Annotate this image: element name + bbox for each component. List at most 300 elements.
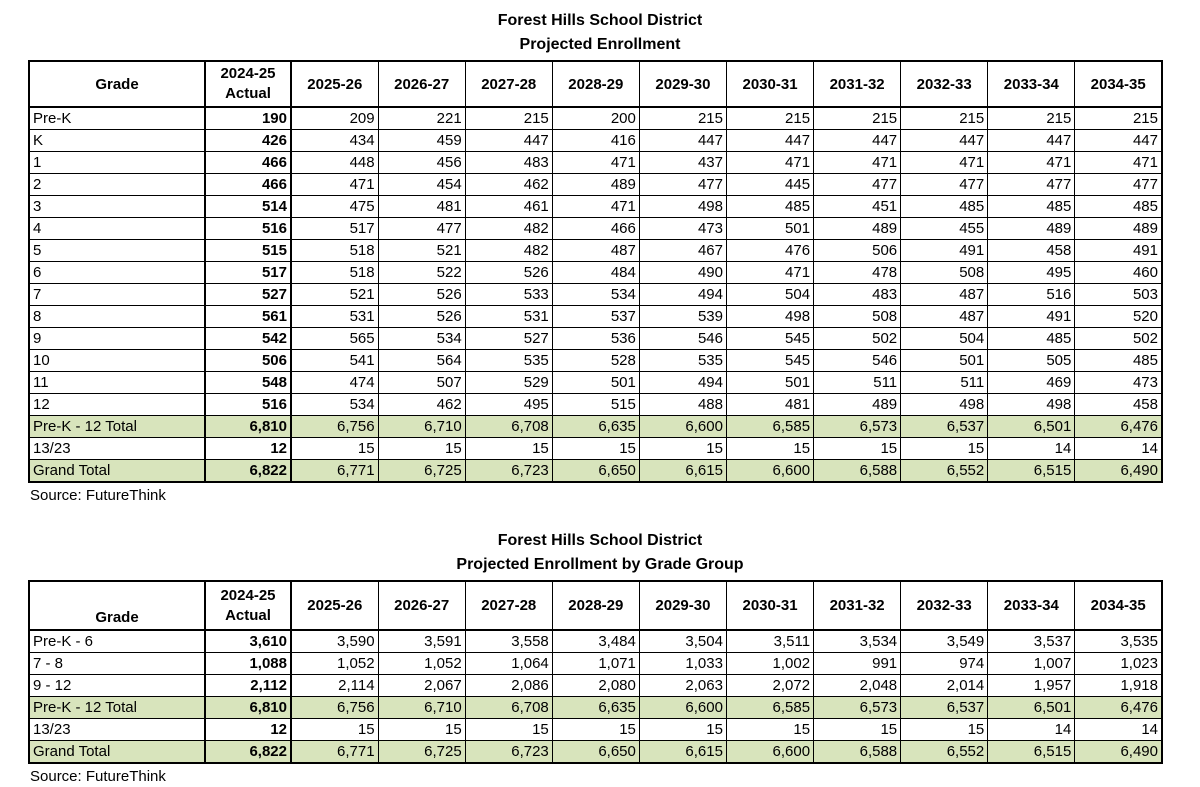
table-row bbox=[29, 107, 1162, 130]
value-cell: 475 bbox=[291, 196, 378, 218]
value-cell: 462 bbox=[378, 394, 465, 416]
value-cell: 483 bbox=[465, 152, 552, 174]
value-cell: 3,537 bbox=[988, 630, 1075, 653]
value-cell: 546 bbox=[639, 328, 726, 350]
value-cell: 2,072 bbox=[726, 675, 813, 697]
value-cell: 471 bbox=[552, 152, 639, 174]
value-cell: 2,014 bbox=[901, 675, 988, 697]
value-cell: 447 bbox=[726, 130, 813, 152]
value-cell: 215 bbox=[901, 107, 988, 130]
value-cell: 451 bbox=[814, 196, 901, 218]
row-label: 7 - 8 bbox=[29, 653, 205, 675]
value-cell: 537 bbox=[552, 306, 639, 328]
year-column-header: 2032-33 bbox=[901, 61, 988, 107]
value-cell: 494 bbox=[639, 372, 726, 394]
value-cell: 526 bbox=[465, 262, 552, 284]
row-label: 13/23 bbox=[29, 438, 205, 460]
value-cell: 477 bbox=[988, 174, 1075, 196]
value-cell: 546 bbox=[814, 350, 901, 372]
value-cell: 14 bbox=[988, 719, 1075, 741]
year-column-header: 2033-34 bbox=[988, 581, 1075, 630]
value-cell: 6,600 bbox=[639, 416, 726, 438]
value-cell: 483 bbox=[814, 284, 901, 306]
value-cell: 471 bbox=[988, 152, 1075, 174]
value-cell: 522 bbox=[378, 262, 465, 284]
value-cell: 498 bbox=[726, 306, 813, 328]
year-column-header: 2030-31 bbox=[726, 61, 813, 107]
value-cell: 15 bbox=[814, 719, 901, 741]
value-cell: 466 bbox=[205, 174, 291, 196]
row-label: 11 bbox=[29, 372, 205, 394]
value-cell: 215 bbox=[1075, 107, 1162, 130]
value-cell: 6,585 bbox=[726, 697, 813, 719]
row-label: 3 bbox=[29, 196, 205, 218]
value-cell: 504 bbox=[726, 284, 813, 306]
value-cell: 477 bbox=[814, 174, 901, 196]
value-cell: 536 bbox=[552, 328, 639, 350]
value-cell: 471 bbox=[726, 262, 813, 284]
value-cell: 3,590 bbox=[291, 630, 378, 653]
value-cell: 1,957 bbox=[988, 675, 1075, 697]
value-cell: 466 bbox=[552, 218, 639, 240]
value-cell: 531 bbox=[291, 306, 378, 328]
value-cell: 482 bbox=[465, 218, 552, 240]
value-cell: 502 bbox=[814, 328, 901, 350]
value-cell: 487 bbox=[901, 306, 988, 328]
value-cell: 1,071 bbox=[552, 653, 639, 675]
value-cell: 515 bbox=[552, 394, 639, 416]
value-cell: 1,064 bbox=[465, 653, 552, 675]
value-cell: 6,600 bbox=[726, 741, 813, 764]
value-cell: 535 bbox=[639, 350, 726, 372]
value-cell: 209 bbox=[291, 107, 378, 130]
value-cell: 508 bbox=[901, 262, 988, 284]
value-cell: 3,504 bbox=[639, 630, 726, 653]
year-column-header: 2026-27 bbox=[378, 581, 465, 630]
row-label: 4 bbox=[29, 218, 205, 240]
value-cell: 506 bbox=[814, 240, 901, 262]
value-cell: 498 bbox=[988, 394, 1075, 416]
value-cell: 456 bbox=[378, 152, 465, 174]
row-label: Pre-K bbox=[29, 107, 205, 130]
value-cell: 531 bbox=[465, 306, 552, 328]
value-cell: 6,822 bbox=[205, 741, 291, 764]
value-cell: 15 bbox=[901, 438, 988, 460]
value-cell: 506 bbox=[205, 350, 291, 372]
value-cell: 504 bbox=[901, 328, 988, 350]
table-row bbox=[29, 438, 1162, 460]
value-cell: 2,048 bbox=[814, 675, 901, 697]
value-cell: 511 bbox=[814, 372, 901, 394]
value-cell: 471 bbox=[552, 196, 639, 218]
value-cell: 485 bbox=[988, 196, 1075, 218]
value-cell: 485 bbox=[726, 196, 813, 218]
value-cell: 1,007 bbox=[988, 653, 1075, 675]
value-cell: 501 bbox=[726, 218, 813, 240]
value-cell: 527 bbox=[465, 328, 552, 350]
value-cell: 564 bbox=[378, 350, 465, 372]
value-cell: 514 bbox=[205, 196, 291, 218]
year-column-header: 2025-26 bbox=[291, 61, 378, 107]
value-cell: 501 bbox=[552, 372, 639, 394]
value-cell: 484 bbox=[552, 262, 639, 284]
value-cell: 6,725 bbox=[378, 741, 465, 764]
value-cell: 6,501 bbox=[988, 416, 1075, 438]
row-label: Pre-K - 12 Total bbox=[29, 697, 205, 719]
value-cell: 459 bbox=[378, 130, 465, 152]
row-label: 10 bbox=[29, 350, 205, 372]
value-cell: 491 bbox=[988, 306, 1075, 328]
value-cell: 15 bbox=[639, 719, 726, 741]
value-cell: 15 bbox=[726, 719, 813, 741]
table1-source-note: Source: FutureThink bbox=[30, 487, 166, 504]
value-cell: 6,573 bbox=[814, 697, 901, 719]
projected-enrollment-section bbox=[0, 9, 1200, 506]
value-cell: 447 bbox=[639, 130, 726, 152]
value-cell: 14 bbox=[988, 438, 1075, 460]
table-row bbox=[29, 174, 1162, 196]
value-cell: 1,023 bbox=[1075, 653, 1162, 675]
value-cell: 434 bbox=[291, 130, 378, 152]
value-cell: 503 bbox=[1075, 284, 1162, 306]
value-cell: 6,822 bbox=[205, 460, 291, 483]
value-cell: 460 bbox=[1075, 262, 1162, 284]
value-cell: 1,918 bbox=[1075, 675, 1162, 697]
value-cell: 6,810 bbox=[205, 697, 291, 719]
value-cell: 458 bbox=[1075, 394, 1162, 416]
table-row bbox=[29, 675, 1162, 697]
year-column-header: 2033-34 bbox=[988, 61, 1075, 107]
table-row bbox=[29, 306, 1162, 328]
total-row bbox=[29, 416, 1162, 438]
value-cell: 489 bbox=[988, 218, 1075, 240]
value-cell: 534 bbox=[552, 284, 639, 306]
table-row bbox=[29, 152, 1162, 174]
value-cell: 6,490 bbox=[1075, 460, 1162, 483]
table2-source-note: Source: FutureThink bbox=[30, 768, 166, 785]
value-cell: 15 bbox=[378, 438, 465, 460]
value-cell: 6,537 bbox=[901, 697, 988, 719]
value-cell: 502 bbox=[1075, 328, 1162, 350]
value-cell: 491 bbox=[1075, 240, 1162, 262]
value-cell: 3,610 bbox=[205, 630, 291, 653]
value-cell: 974 bbox=[901, 653, 988, 675]
table-row bbox=[29, 372, 1162, 394]
header-row bbox=[29, 581, 1162, 630]
value-cell: 3,534 bbox=[814, 630, 901, 653]
row-label: Pre-K - 6 bbox=[29, 630, 205, 653]
value-cell: 215 bbox=[726, 107, 813, 130]
actual-header-line: Actual bbox=[225, 606, 271, 624]
value-cell: 190 bbox=[205, 107, 291, 130]
value-cell: 488 bbox=[639, 394, 726, 416]
table-row bbox=[29, 653, 1162, 675]
value-cell: 6,501 bbox=[988, 697, 1075, 719]
value-cell: 6,771 bbox=[291, 741, 378, 764]
value-cell: 445 bbox=[726, 174, 813, 196]
row-label: Grand Total bbox=[29, 741, 205, 764]
value-cell: 447 bbox=[988, 130, 1075, 152]
value-cell: 2,067 bbox=[378, 675, 465, 697]
value-cell: 455 bbox=[901, 218, 988, 240]
value-cell: 454 bbox=[378, 174, 465, 196]
value-cell: 6,710 bbox=[378, 697, 465, 719]
value-cell: 3,549 bbox=[901, 630, 988, 653]
year-column-header: 2031-32 bbox=[814, 581, 901, 630]
header-row bbox=[29, 61, 1162, 107]
year-column-header: 2034-35 bbox=[1075, 61, 1162, 107]
actual-header-line: 2024-25 bbox=[220, 586, 276, 604]
value-cell: 471 bbox=[1075, 152, 1162, 174]
table2-title-subtitle: Projected Enrollment by Grade Group bbox=[456, 556, 744, 573]
value-cell: 6,615 bbox=[639, 741, 726, 764]
table-row bbox=[29, 630, 1162, 653]
value-cell: 520 bbox=[1075, 306, 1162, 328]
value-cell: 526 bbox=[378, 284, 465, 306]
table-row bbox=[29, 328, 1162, 350]
value-cell: 516 bbox=[205, 218, 291, 240]
row-label: Grand Total bbox=[29, 460, 205, 483]
value-cell: 15 bbox=[726, 438, 813, 460]
value-cell: 6,725 bbox=[378, 460, 465, 483]
value-cell: 2,112 bbox=[205, 675, 291, 697]
value-cell: 542 bbox=[205, 328, 291, 350]
value-cell: 501 bbox=[726, 372, 813, 394]
value-cell: 6,476 bbox=[1075, 416, 1162, 438]
value-cell: 6,490 bbox=[1075, 741, 1162, 764]
value-cell: 14 bbox=[1075, 719, 1162, 741]
value-cell: 6,588 bbox=[814, 741, 901, 764]
value-cell: 221 bbox=[378, 107, 465, 130]
row-label: K bbox=[29, 130, 205, 152]
value-cell: 1,002 bbox=[726, 653, 813, 675]
grade-column-header: Grade bbox=[29, 61, 205, 107]
value-cell: 489 bbox=[814, 218, 901, 240]
value-cell: 6,710 bbox=[378, 416, 465, 438]
value-cell: 476 bbox=[726, 240, 813, 262]
value-cell: 6,615 bbox=[639, 460, 726, 483]
value-cell: 469 bbox=[988, 372, 1075, 394]
actual-header-line: 2024-25 bbox=[220, 65, 276, 82]
value-cell: 1,088 bbox=[205, 653, 291, 675]
table-row bbox=[29, 394, 1162, 416]
value-cell: 487 bbox=[552, 240, 639, 262]
year-column-header: 2026-27 bbox=[378, 61, 465, 107]
value-cell: 521 bbox=[378, 240, 465, 262]
value-cell: 545 bbox=[726, 328, 813, 350]
value-cell: 473 bbox=[639, 218, 726, 240]
value-cell: 6,573 bbox=[814, 416, 901, 438]
value-cell: 458 bbox=[988, 240, 1075, 262]
value-cell: 447 bbox=[1075, 130, 1162, 152]
value-cell: 6,476 bbox=[1075, 697, 1162, 719]
value-cell: 6,708 bbox=[465, 416, 552, 438]
value-cell: 3,535 bbox=[1075, 630, 1162, 653]
grade-group-section bbox=[0, 529, 1200, 787]
row-label: 8 bbox=[29, 306, 205, 328]
row-label: 12 bbox=[29, 394, 205, 416]
value-cell: 6,650 bbox=[552, 460, 639, 483]
row-label: 13/23 bbox=[29, 719, 205, 741]
value-cell: 462 bbox=[465, 174, 552, 196]
year-column-header: 2025-26 bbox=[291, 581, 378, 630]
value-cell: 6,723 bbox=[465, 460, 552, 483]
value-cell: 3,591 bbox=[378, 630, 465, 653]
value-cell: 517 bbox=[205, 262, 291, 284]
actual-header-line: Actual bbox=[225, 85, 271, 102]
value-cell: 15 bbox=[378, 719, 465, 741]
value-cell: 6,552 bbox=[901, 741, 988, 764]
value-cell: 534 bbox=[378, 328, 465, 350]
total-row bbox=[29, 697, 1162, 719]
value-cell: 1,052 bbox=[291, 653, 378, 675]
value-cell: 15 bbox=[814, 438, 901, 460]
total-row bbox=[29, 741, 1162, 764]
value-cell: 565 bbox=[291, 328, 378, 350]
value-cell: 447 bbox=[814, 130, 901, 152]
value-cell: 14 bbox=[1075, 438, 1162, 460]
value-cell: 487 bbox=[901, 284, 988, 306]
year-column-header: 2027-28 bbox=[465, 581, 552, 630]
value-cell: 478 bbox=[814, 262, 901, 284]
value-cell: 477 bbox=[1075, 174, 1162, 196]
value-cell: 6,650 bbox=[552, 741, 639, 764]
value-cell: 535 bbox=[465, 350, 552, 372]
value-cell: 498 bbox=[639, 196, 726, 218]
value-cell: 526 bbox=[378, 306, 465, 328]
table-row bbox=[29, 719, 1162, 741]
value-cell: 6,515 bbox=[988, 741, 1075, 764]
value-cell: 6,771 bbox=[291, 460, 378, 483]
value-cell: 481 bbox=[726, 394, 813, 416]
value-cell: 6,810 bbox=[205, 416, 291, 438]
value-cell: 489 bbox=[1075, 218, 1162, 240]
year-column-header: 2028-29 bbox=[552, 61, 639, 107]
value-cell: 477 bbox=[639, 174, 726, 196]
value-cell: 416 bbox=[552, 130, 639, 152]
value-cell: 485 bbox=[988, 328, 1075, 350]
year-column-header: 2034-35 bbox=[1075, 581, 1162, 630]
value-cell: 6,756 bbox=[291, 416, 378, 438]
value-cell: 481 bbox=[378, 196, 465, 218]
year-column-header: 2030-31 bbox=[726, 581, 813, 630]
row-label: Pre-K - 12 Total bbox=[29, 416, 205, 438]
projected-enrollment-table bbox=[28, 60, 1163, 483]
value-cell: 447 bbox=[901, 130, 988, 152]
value-cell: 12 bbox=[205, 719, 291, 741]
table-row bbox=[29, 196, 1162, 218]
value-cell: 6,756 bbox=[291, 697, 378, 719]
year-column-header: 2031-32 bbox=[814, 61, 901, 107]
row-label: 2 bbox=[29, 174, 205, 196]
value-cell: 528 bbox=[552, 350, 639, 372]
value-cell: 15 bbox=[901, 719, 988, 741]
value-cell: 466 bbox=[205, 152, 291, 174]
table1-title-district: Forest Hills School District bbox=[497, 12, 703, 29]
actual-column-header bbox=[205, 61, 291, 107]
value-cell: 508 bbox=[814, 306, 901, 328]
row-label: 1 bbox=[29, 152, 205, 174]
value-cell: 15 bbox=[465, 438, 552, 460]
value-cell: 516 bbox=[205, 394, 291, 416]
actual-column-header bbox=[205, 581, 291, 630]
year-column-header: 2029-30 bbox=[639, 581, 726, 630]
value-cell: 521 bbox=[291, 284, 378, 306]
value-cell: 527 bbox=[205, 284, 291, 306]
grade-group-table bbox=[28, 580, 1163, 764]
table2-title-district: Forest Hills School District bbox=[497, 532, 703, 549]
value-cell: 477 bbox=[901, 174, 988, 196]
year-column-header: 2028-29 bbox=[552, 581, 639, 630]
value-cell: 991 bbox=[814, 653, 901, 675]
value-cell: 215 bbox=[465, 107, 552, 130]
value-cell: 215 bbox=[814, 107, 901, 130]
value-cell: 2,080 bbox=[552, 675, 639, 697]
value-cell: 516 bbox=[988, 284, 1075, 306]
year-column-header: 2027-28 bbox=[465, 61, 552, 107]
value-cell: 491 bbox=[901, 240, 988, 262]
value-cell: 447 bbox=[465, 130, 552, 152]
row-label: 9 - 12 bbox=[29, 675, 205, 697]
value-cell: 533 bbox=[465, 284, 552, 306]
year-column-header: 2029-30 bbox=[639, 61, 726, 107]
table-row bbox=[29, 350, 1162, 372]
value-cell: 200 bbox=[552, 107, 639, 130]
value-cell: 426 bbox=[205, 130, 291, 152]
value-cell: 534 bbox=[291, 394, 378, 416]
value-cell: 489 bbox=[814, 394, 901, 416]
table-row bbox=[29, 130, 1162, 152]
value-cell: 15 bbox=[291, 719, 378, 741]
value-cell: 545 bbox=[726, 350, 813, 372]
value-cell: 494 bbox=[639, 284, 726, 306]
value-cell: 485 bbox=[1075, 350, 1162, 372]
total-row bbox=[29, 460, 1162, 483]
value-cell: 2,086 bbox=[465, 675, 552, 697]
value-cell: 477 bbox=[378, 218, 465, 240]
value-cell: 518 bbox=[291, 262, 378, 284]
value-cell: 495 bbox=[988, 262, 1075, 284]
value-cell: 3,484 bbox=[552, 630, 639, 653]
value-cell: 539 bbox=[639, 306, 726, 328]
value-cell: 15 bbox=[552, 719, 639, 741]
value-cell: 485 bbox=[1075, 196, 1162, 218]
value-cell: 6,708 bbox=[465, 697, 552, 719]
value-cell: 501 bbox=[901, 350, 988, 372]
value-cell: 448 bbox=[291, 152, 378, 174]
value-cell: 471 bbox=[901, 152, 988, 174]
value-cell: 518 bbox=[291, 240, 378, 262]
value-cell: 6,635 bbox=[552, 416, 639, 438]
value-cell: 471 bbox=[726, 152, 813, 174]
value-cell: 473 bbox=[1075, 372, 1162, 394]
value-cell: 511 bbox=[901, 372, 988, 394]
value-cell: 6,537 bbox=[901, 416, 988, 438]
value-cell: 489 bbox=[552, 174, 639, 196]
value-cell: 215 bbox=[639, 107, 726, 130]
value-cell: 6,723 bbox=[465, 741, 552, 764]
value-cell: 6,585 bbox=[726, 416, 813, 438]
value-cell: 6,600 bbox=[639, 697, 726, 719]
value-cell: 561 bbox=[205, 306, 291, 328]
value-cell: 461 bbox=[465, 196, 552, 218]
row-label: 6 bbox=[29, 262, 205, 284]
value-cell: 507 bbox=[378, 372, 465, 394]
value-cell: 6,552 bbox=[901, 460, 988, 483]
value-cell: 505 bbox=[988, 350, 1075, 372]
value-cell: 485 bbox=[901, 196, 988, 218]
table-row bbox=[29, 240, 1162, 262]
